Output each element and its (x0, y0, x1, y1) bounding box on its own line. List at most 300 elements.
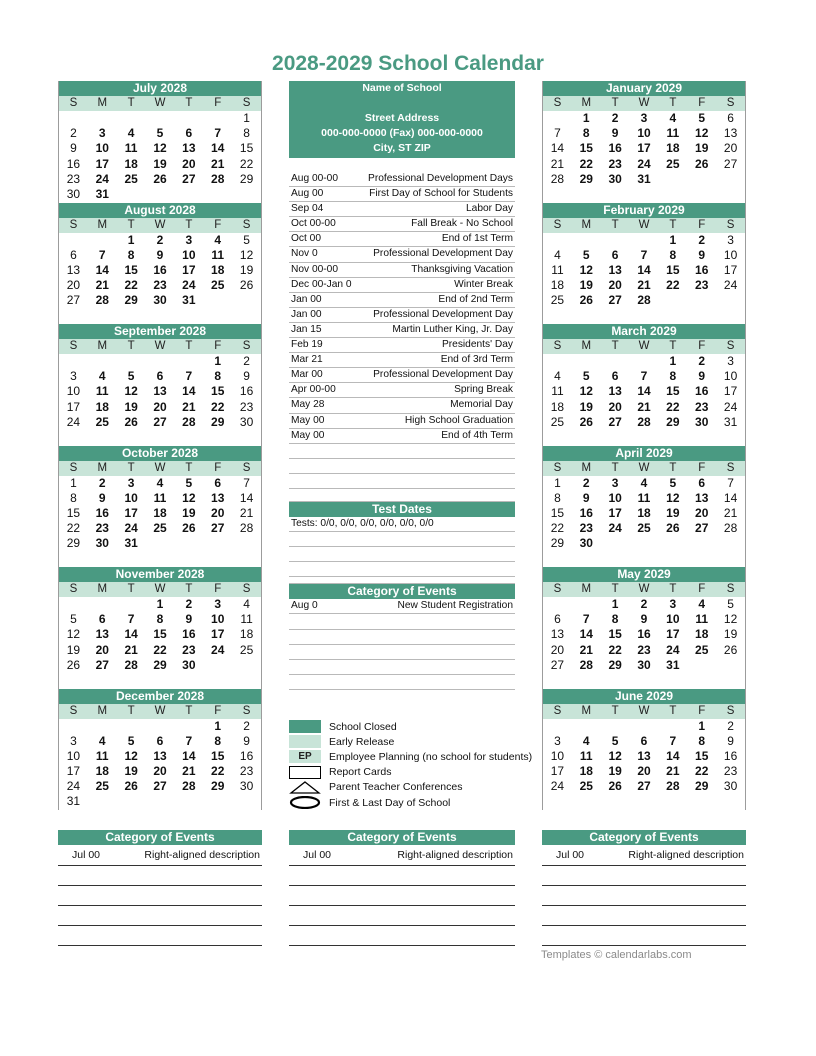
weekday-label: M (581, 218, 592, 231)
calendar-day: 18 (666, 141, 680, 156)
weekday-label: M (97, 218, 108, 231)
calendar-day: 3 (611, 475, 619, 490)
weekday-label: F (698, 583, 706, 595)
calendar-day: 22 (211, 399, 225, 414)
month-title: December 2028 (59, 689, 261, 704)
calendar-day: 24 (637, 156, 651, 171)
calendar-day: 11 (551, 262, 564, 277)
calendar-day: 9 (727, 733, 734, 748)
calendar-day: 20 (608, 278, 622, 293)
calendar-day: 10 (637, 126, 651, 141)
calendar-day: 21 (666, 764, 680, 779)
calendar-day: 13 (95, 627, 109, 642)
calendar-day: 12 (695, 126, 709, 141)
month-calendar (58, 689, 262, 811)
calendar-day: 28 (182, 414, 196, 429)
calendar-day: 20 (211, 505, 225, 520)
school-closed-swatch (289, 720, 321, 733)
calendar-day: 12 (608, 748, 622, 763)
calendar-day: 13 (550, 627, 565, 642)
weekday-label: S (726, 583, 735, 595)
calendar-day: 22 (550, 521, 565, 536)
calendar-day: 26 (239, 278, 254, 293)
calendar-day: 11 (124, 141, 138, 156)
weekday-label: S (726, 704, 735, 717)
weekday-label: F (214, 340, 222, 352)
calendar-day: 26 (579, 414, 593, 429)
weekday-label: T (611, 340, 619, 352)
calendar-day: 12 (239, 247, 254, 262)
calendar-day: 26 (579, 293, 593, 308)
calendar-day: 7 (185, 733, 193, 748)
weekday-label: F (214, 583, 222, 595)
weekday-label: T (611, 704, 619, 717)
weekday-label: S (242, 461, 251, 474)
calendar-day: 20 (723, 141, 738, 156)
event-row (289, 338, 515, 353)
calendar-day: 11 (579, 748, 593, 763)
event-date: Oct 00 (291, 233, 322, 245)
calendar-day: 7 (243, 475, 250, 490)
event-date: Jan 00 (291, 308, 322, 320)
calendar-day: 30 (182, 657, 196, 672)
weekday-label: W (154, 218, 166, 231)
calendar-day: 27 (723, 156, 738, 171)
calendar-day: 19 (124, 399, 138, 414)
weekday-header (59, 339, 261, 354)
weekday-header (543, 218, 745, 233)
calendar-day: 4 (214, 232, 222, 247)
event-row (289, 172, 515, 187)
calendar-day: 27 (608, 293, 622, 308)
weekday-label: T (669, 218, 677, 231)
calendar-day: 27 (695, 521, 709, 536)
event-date: Sep 04 (291, 203, 324, 215)
weekday-label: S (553, 583, 562, 595)
calendar-day: 30 (723, 779, 738, 794)
calendar-day: 28 (182, 779, 196, 794)
calendar-day: 18 (95, 764, 109, 779)
weekday-label: F (698, 704, 706, 717)
weekday-label: T (611, 97, 619, 109)
event-date: May 00 (291, 429, 325, 441)
weekday-label: F (698, 218, 706, 231)
calendar-day: 25 (95, 414, 109, 429)
calendar-day: 23 (695, 278, 709, 293)
weekday-label: S (69, 583, 78, 595)
calendar-day: 2 (727, 718, 734, 733)
weekday-label: W (638, 461, 650, 474)
calendar-day: 15 (211, 748, 225, 763)
legend-school-closed: School Closed (289, 719, 549, 734)
calendar-day: 18 (579, 764, 593, 779)
calendar-day: 9 (98, 490, 106, 505)
calendar-day: 30 (695, 414, 709, 429)
footer-credit[interactable]: Templates © calendarlabs.com (541, 949, 692, 961)
calendar-day: 27 (637, 779, 651, 794)
legend-report-cards: Report Cards (289, 765, 549, 780)
event-description: End of 4th Term (441, 429, 513, 441)
calendar-day: 31 (182, 293, 196, 308)
calendar-day: 3 (98, 126, 106, 141)
calendar-day: 24 (723, 399, 738, 414)
weekday-label: S (69, 704, 78, 717)
legend-parent-teacher: Parent Teacher Conferences (289, 780, 549, 795)
calendar-day: 28 (239, 521, 254, 536)
weekday-label: W (154, 97, 166, 109)
calendar-day: 26 (153, 171, 167, 186)
event-description: Professional Development Day (373, 248, 513, 260)
weekday-header (543, 461, 745, 476)
calendar-day: 1 (127, 232, 135, 247)
calendar-day: 3 (70, 733, 77, 748)
category-heading: Category of Events (289, 830, 515, 845)
calendar-day: 8 (214, 733, 222, 748)
calendar-day: 2 (98, 475, 106, 490)
calendar-day: 22 (579, 156, 593, 171)
calendar-day: 4 (554, 247, 561, 262)
calendar-day: 21 (239, 505, 254, 520)
calendar-day: 2 (611, 111, 619, 125)
event-description: End of 2nd Term (438, 293, 513, 305)
calendar-day: 8 (669, 369, 677, 384)
calendar-day: 4 (98, 369, 106, 384)
calendar-day: 4 (698, 597, 706, 611)
weekday-label: T (185, 97, 193, 109)
calendar-day: 31 (66, 794, 81, 809)
calendar-day: 31 (666, 657, 680, 672)
calendar-day: 26 (695, 156, 709, 171)
legend-early-release: Early Release (289, 734, 549, 749)
calendar-day: 19 (579, 399, 593, 414)
calendar-day: 21 (182, 399, 196, 414)
calendar-day: 21 (637, 278, 651, 293)
calendar-day: 21 (182, 764, 196, 779)
calendar-day: 23 (723, 764, 738, 779)
weekday-label: F (698, 461, 706, 474)
calendar-day: 2 (243, 718, 250, 733)
calendar-day: 2 (698, 354, 706, 368)
calendar-day: 28 (211, 171, 225, 186)
weekday-label: M (97, 461, 108, 474)
calendar-day: 25 (579, 779, 593, 794)
event-description: Professional Development Day (373, 308, 513, 320)
school-address: Street Address (364, 112, 440, 124)
weekday-label: F (214, 97, 222, 109)
calendar-day: 13 (608, 262, 622, 277)
calendar-day: 11 (695, 612, 709, 627)
calendar-day: 14 (211, 141, 225, 156)
calendar-day: 22 (153, 642, 167, 657)
event-row (289, 232, 515, 247)
month-title: June 2029 (543, 689, 745, 704)
calendar-day: 7 (214, 126, 222, 141)
weekday-label: W (154, 340, 166, 352)
calendar-day: 12 (579, 262, 593, 277)
calendar-day: 29 (579, 171, 593, 186)
calendar-day: 25 (637, 521, 651, 536)
calendar-day: 26 (608, 779, 622, 794)
calendar-day: 16 (66, 156, 81, 171)
weekday-label: T (669, 97, 677, 109)
calendar-day: 16 (239, 748, 254, 763)
calendar-day: 26 (124, 414, 138, 429)
calendar-day: 2 (156, 232, 164, 247)
weekday-label: S (726, 218, 735, 231)
calendar-day: 12 (723, 612, 738, 627)
calendar-day: 22 (124, 278, 138, 293)
event-date: Oct 00-00 (291, 218, 336, 230)
info-column (289, 81, 515, 690)
weekday-label: W (638, 704, 650, 717)
calendar-day: 14 (182, 384, 196, 399)
weekday-label: S (553, 97, 562, 109)
calendar-day: 7 (127, 612, 135, 627)
calendar-day: 6 (611, 369, 619, 384)
events-list (289, 172, 515, 444)
calendar-day: 19 (579, 278, 593, 293)
calendar-day: 7 (669, 733, 677, 748)
calendar-day: 28 (637, 414, 651, 429)
calendar-day: 30 (239, 414, 254, 429)
calendar-day: 29 (66, 536, 81, 551)
calendar-day: 25 (550, 414, 565, 429)
weekday-label: M (581, 583, 592, 595)
calendar-day: 27 (95, 657, 109, 672)
calendar-day: 6 (185, 126, 193, 141)
category-heading: Category of Events (58, 830, 262, 845)
month-title: September 2028 (59, 324, 261, 339)
weekday-label: T (669, 583, 677, 595)
calendar-day: 8 (698, 733, 706, 748)
calendar-day: 25 (550, 293, 565, 308)
calendar-day: 19 (66, 642, 81, 657)
event-date: Aug 00-00 (291, 173, 339, 184)
calendar-day: 1 (669, 232, 677, 247)
calendar-day: 12 (182, 490, 196, 505)
weekday-label: M (97, 97, 108, 109)
calendar-day: 14 (637, 384, 651, 399)
calendar-day: 2 (70, 126, 77, 141)
calendar-day: 20 (153, 399, 167, 414)
calendar-day: 26 (723, 642, 738, 657)
calendar-day: 22 (666, 278, 680, 293)
early-release-swatch (289, 735, 321, 748)
calendar-day: 22 (695, 764, 709, 779)
weekday-label: T (185, 218, 193, 231)
month-calendar (58, 324, 262, 446)
calendar-day: 16 (239, 384, 254, 399)
calendar-day: 18 (550, 399, 565, 414)
weekday-label: T (127, 97, 135, 109)
calendar-day: 7 (582, 612, 590, 627)
event-row (289, 308, 515, 323)
calendar-day: 3 (554, 733, 561, 748)
calendar-day: 25 (211, 278, 225, 293)
event-row (289, 429, 515, 444)
calendar-day: 15 (608, 627, 622, 642)
calendar-day: 13 (66, 262, 81, 277)
triangle-icon (289, 781, 321, 794)
calendar-day: 24 (211, 642, 225, 657)
calendar-day: 8 (554, 490, 561, 505)
month-title: May 2029 (543, 567, 745, 582)
calendar-day: 16 (95, 505, 109, 520)
calendar-day: 6 (698, 475, 706, 490)
event-date: Nov 00-00 (291, 263, 339, 275)
weekday-label: T (669, 461, 677, 474)
calendar-day: 22 (608, 642, 622, 657)
calendar-day: 29 (550, 536, 565, 551)
calendar-day: 27 (153, 414, 167, 429)
school-name: Name of School (362, 82, 442, 94)
calendar-day: 10 (723, 247, 738, 262)
calendar-day: 8 (214, 369, 222, 384)
month-title: November 2028 (59, 567, 261, 582)
calendar-day: 14 (579, 627, 593, 642)
event-description: Fall Break - No School (411, 218, 513, 230)
weekday-label: T (127, 704, 135, 717)
calendar-day: 14 (182, 748, 196, 763)
calendar-day: 24 (95, 171, 109, 186)
calendar-day: 7 (185, 369, 193, 384)
month-title: July 2028 (59, 81, 261, 96)
category-heading-mid: Category of Events (289, 584, 515, 599)
calendar-day: 4 (243, 597, 250, 611)
calendar-day: 5 (70, 612, 77, 627)
calendar-day: 25 (124, 171, 138, 186)
calendar-day: 31 (95, 186, 109, 201)
calendar-day: 15 (666, 262, 680, 277)
category-box-middle (289, 830, 515, 946)
event-description: Professional Development Days (368, 173, 513, 184)
calendar-day: 16 (608, 141, 622, 156)
calendar-day: 8 (611, 612, 619, 627)
weekday-label: T (185, 340, 193, 352)
calendar-day: 29 (608, 657, 622, 672)
calendar-day: 8 (582, 126, 590, 141)
event-description: Presidents' Day (441, 339, 513, 351)
calendar-day: 29 (666, 414, 680, 429)
calendar-day: 23 (239, 764, 254, 779)
calendar-day: 5 (185, 475, 193, 490)
weekday-label: S (69, 340, 78, 352)
month-calendar (542, 689, 746, 811)
weekday-label: W (638, 340, 650, 352)
calendar-day: 16 (637, 627, 651, 642)
month-title: August 2028 (59, 203, 261, 218)
calendar-day: 25 (153, 521, 167, 536)
weekday-label: S (553, 218, 562, 231)
weekday-label: F (698, 340, 706, 352)
weekday-label: M (581, 704, 592, 717)
calendar-day: 9 (611, 126, 619, 141)
calendar-day: 21 (95, 278, 109, 293)
calendar-day: 29 (211, 414, 225, 429)
month-calendar (58, 567, 262, 689)
legend (289, 719, 549, 810)
calendar-day: 20 (182, 156, 196, 171)
calendar-day: 17 (66, 764, 81, 779)
event-description: First Day of School for Students (369, 188, 513, 200)
calendar-day: 13 (608, 384, 622, 399)
calendar-day: 12 (124, 748, 138, 763)
calendar-day: 22 (666, 399, 680, 414)
weekday-label: W (638, 218, 650, 231)
calendar-day: 23 (637, 642, 651, 657)
calendar-day: 28 (723, 521, 738, 536)
calendar-day: 24 (550, 779, 565, 794)
calendar-day: 11 (211, 247, 225, 262)
calendar-day: 4 (156, 475, 164, 490)
month-calendar (542, 81, 746, 203)
calendar-day: 21 (579, 642, 593, 657)
ellipse-icon (289, 796, 321, 809)
month-calendar (542, 324, 746, 446)
calendar-day: 16 (579, 505, 593, 520)
calendar-day: 18 (95, 399, 109, 414)
calendar-day: 26 (182, 521, 196, 536)
calendar-day: 14 (95, 262, 109, 277)
event-row (289, 217, 515, 232)
calendar-day: 1 (554, 475, 561, 490)
calendar-day: 27 (608, 414, 622, 429)
calendar-day: 21 (550, 156, 565, 171)
calendar-day: 2 (582, 475, 590, 490)
calendar-day: 15 (579, 141, 593, 156)
calendar-day: 19 (608, 764, 622, 779)
calendar-day: 3 (70, 369, 77, 384)
calendar-day: 11 (637, 490, 651, 505)
calendar-day: 8 (70, 490, 77, 505)
calendar-day: 3 (640, 111, 648, 125)
calendar-day: 9 (185, 612, 193, 627)
event-row (289, 278, 515, 293)
calendar-day: 17 (66, 399, 81, 414)
calendar-day: 2 (640, 597, 648, 611)
calendar-day: 4 (127, 126, 135, 141)
month-calendar (58, 446, 262, 568)
weekday-label: F (214, 218, 222, 231)
calendar-day: 21 (124, 642, 138, 657)
event-description: End of 1st Term (441, 233, 513, 245)
calendar-column-left (58, 81, 262, 810)
calendar-day: 12 (124, 384, 138, 399)
weekday-label: T (611, 461, 619, 474)
calendar-day: 6 (214, 475, 222, 490)
calendar-day: 13 (695, 490, 709, 505)
calendar-day: 19 (239, 262, 254, 277)
event-row (289, 187, 515, 202)
month-title: January 2029 (543, 81, 745, 96)
calendar-day: 28 (637, 293, 651, 308)
calendar-day: 4 (554, 369, 561, 384)
school-city: City, ST ZIP (373, 142, 431, 154)
event-row (289, 323, 515, 338)
calendar-day: 18 (124, 156, 138, 171)
calendar-day: 24 (66, 779, 81, 794)
calendar-day: 30 (579, 536, 593, 551)
calendar-day: 27 (153, 779, 167, 794)
calendar-day: 12 (153, 141, 167, 156)
calendar-day: 1 (698, 718, 706, 733)
calendar-day: 12 (579, 384, 593, 399)
calendar-day: 3 (127, 475, 135, 490)
calendar-day: 17 (95, 156, 109, 171)
calendar-day: 25 (95, 779, 109, 794)
calendar-day: 20 (550, 642, 565, 657)
calendar-day: 30 (239, 779, 254, 794)
